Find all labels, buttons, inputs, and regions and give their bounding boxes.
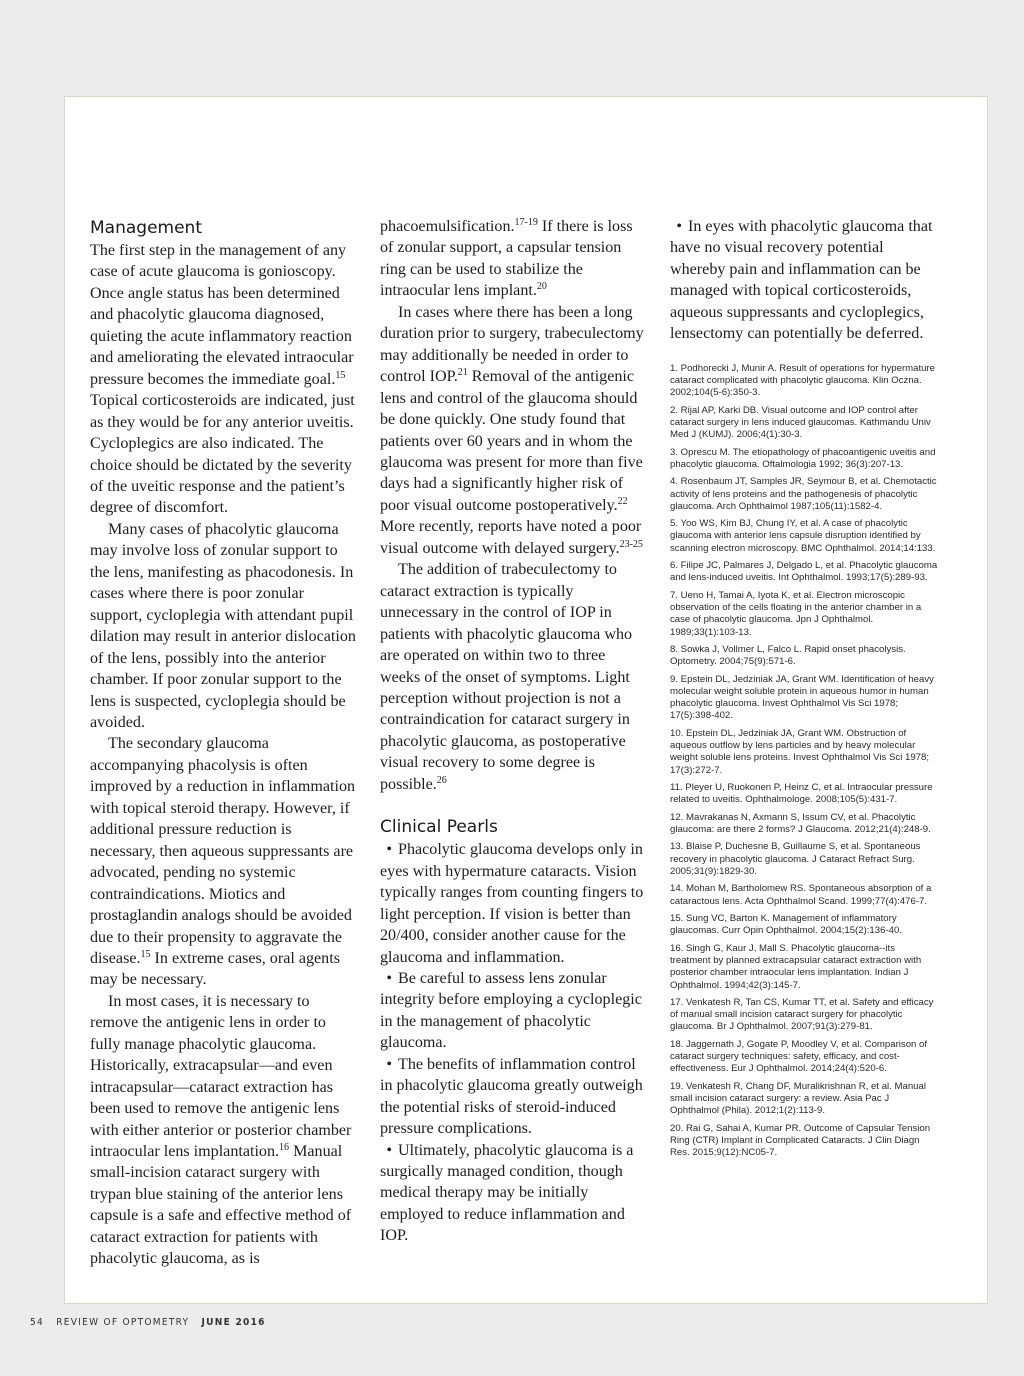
text-run: In extreme cases, oral agents may be necessary. xyxy=(90,949,340,989)
reference-item: 18. Jaggernath J, Gogate P, Moodley V, et al. Comparison of cataract surgery techniques: safety, efficacy, and cost-effectiveness. Eur J Ophthalmol. 2014;24(4):520-6. xyxy=(670,1038,928,1075)
text-run: In cases where there has been a long duration prior to surgery, trabeculectomy may additionally be needed in order to control IOP. xyxy=(380,303,644,386)
text-run: Removal of the antigenic lens and control of the glaucoma should be done quickly. One study found that patients over 60 years and in whom the glaucoma was present for more than five days had a significantly higher risk of poor visual outcome postoperatively. xyxy=(380,368,643,514)
surgery-timing-paragraph xyxy=(380,302,648,559)
page-number: 54 xyxy=(30,1317,45,1328)
reference-list xyxy=(670,363,938,1160)
reference-item: 15. Sung VC, Barton K. Management of inflammatory glaucomas. Curr Opin Ophthalmol. 2004;15(2):136-40. xyxy=(670,913,902,937)
reference-item: 13. Blaise P, Duchesne B, Guillaume S, et al. Spontaneous recovery in phacolytic glaucoma. J Cataract Refract Surg. 2005;31(9):1829-30. xyxy=(670,841,921,877)
reference-item: 11. Pleyer U, Ruokonen P, Heinz C, et al. Intraocular pressure related to uveitis. Ophthalmologe. 2008;105(5):431-7. xyxy=(670,782,933,806)
reference-item: 7. Ueno H, Tamai A, Iyota K, et al. Electron microscopic observation of the cells floating in the anterior chamber in a case of phacolytic glaucoma. Jpn J Ophthalmol. 1989;33(1):103-13. xyxy=(670,589,922,638)
continued-paragraph xyxy=(380,216,648,302)
pearl-item xyxy=(380,839,648,968)
pearl-text: The benefits of inflammation control in phacolytic glaucoma greatly outweigh the potential risks of steroid-induced pressure complications. xyxy=(380,1055,643,1138)
pearl-item xyxy=(380,968,648,1054)
pearl-text: Phacolytic glaucoma develops only in eyes with hypermature cataracts. Vision typically ranges from counting fingers to light perception. If vision is better than 20/400, consider another cause for the glaucoma and inflammation. xyxy=(380,841,644,966)
text-run: More recently, reports have noted a poor visual outcome with delayed surgery. xyxy=(380,518,642,557)
management-paragraph-1 xyxy=(90,240,360,519)
citation-superscript: 23-25 xyxy=(619,538,643,550)
text-run: In most cases, it is necessary to remove the antigenic lens in order to fully manage phacolytic glaucoma. Historically, extracapsular—and even intracapsular—cataract extraction has been used to remove the antigenic lens with either anterior or posterior chamber intraocular lens implantation. xyxy=(90,992,352,1161)
citation-superscript: 21 xyxy=(457,367,468,379)
bullet-icon: • xyxy=(386,969,392,987)
reference-item: 12. Mavrakanas N, Axmann S, Issum CV, et al. Phacolytic glaucoma: are there 2 forms? J Glaucoma. 2012;21(4):248-9. xyxy=(670,811,931,836)
citation-superscript: 22 xyxy=(617,495,628,507)
reference-item: 2. Rijal AP, Karki DB. Visual outcome and IOP control after cataract surgery in lens induced glaucomas. Kathmandu Univ Med J (KUMJ). 2006;4(1):30-3. xyxy=(670,404,931,441)
pearl-item xyxy=(670,216,938,345)
trabeculectomy-paragraph xyxy=(380,559,648,795)
bullet-icon: • xyxy=(386,841,392,859)
column-1 xyxy=(90,216,360,1270)
pearl-item xyxy=(380,1140,648,1247)
reference-item: 16. Singh G, Kaur J, Mall S. Phacolytic glaucoma--its treatment by planned extracapsular cataract extraction with posterior chamber intraocular lens implantation. Indian J Ophthalmol. 1994;42(3):145-7. xyxy=(670,942,922,991)
reference-item: 9. Epstein DL, Jedziniak JA, Grant WM. Identification of heavy molecular weight soluble protein in aqueous humor in human phacolytic glaucoma. Invest Ophthalmol Vis Sci 1978; 17(5):398-402. xyxy=(670,673,934,722)
column-3 xyxy=(670,216,938,1165)
reference-item: 1. Podhorecki J, Munir A. Result of operations for hypermature cataract complicated with phacolytic glaucoma. Klin Oczna. 2002;104(5-6):350-3. xyxy=(670,362,936,399)
reference-item: 19. Venkatesh R, Chang DF, Muralikrishnan R, et al. Manual small incision cataract surgery: a review. Asia Pac J Ophthalmol (Phila). 2012;1(2):113-9. xyxy=(670,1080,926,1117)
text-run: The addition of trabeculectomy to cataract extraction is typically unnecessary in the control of IOP in patients with phacolytic glaucoma who are operated on within two to three weeks of the onset of symptoms. Light perception without projection is not a contraindication for cataract surgery in phacolytic glaucoma, as postoperative visual recovery to some degree is possible. xyxy=(380,561,633,793)
text-run: If there is loss of zonular support, a capsular tension ring can be used to stabilize the intraocular lens implant. xyxy=(380,218,633,300)
text-run: Manual small-incision cataract surgery with trypan blue staining of the anterior lens capsule is a safe and effective method of cataract extraction for patients with phacolytic glaucoma, as is xyxy=(90,1143,352,1268)
text-run: The first step in the management of any case of acute glaucoma is gonioscopy. Once angle status has been determined and phacolytic glaucoma diagnosed, quieting the acute inflammatory reaction and ameliorating the elevated intraocular pressure becomes the immediate goal. xyxy=(90,242,354,388)
management-paragraph-4 xyxy=(90,991,360,1270)
clinical-pearls-heading: Clinical Pearls xyxy=(380,817,498,838)
page-footer xyxy=(30,1317,266,1328)
text-run: phacoemulsification. xyxy=(380,218,515,235)
column-2 xyxy=(380,216,648,1247)
issue-date: JUNE 2016 xyxy=(201,1317,266,1328)
pearl-text: Ultimately, phacolytic glaucoma is a surgically managed condition, though medical therapy may be initially employed to reduce inflammation and IOP. xyxy=(380,1141,634,1245)
reference-item: 4. Rosenbaum JT, Samples JR, Seymour B, et al. Chemotactic activity of lens proteins and the pathogenesis of phacolytic glaucoma. Arch Ophthalmol 1987;105(11):1582-4. xyxy=(670,476,937,512)
bullet-icon: • xyxy=(386,1141,392,1159)
text-run: The secondary glaucoma accompanying phacolysis is often improved by a reduction in inflammation with topical steroid therapy. However, if additional pressure reduction is necessary, then aqueous suppressants are advocated, pending no systemic contraindications. Miotics and prostaglandin analogs should be avoided due to their propensity to aggravate the disease. xyxy=(90,735,356,967)
reference-item: 14. Mohan M, Bartholomew RS. Spontaneous absorption of a cataractous lens. Acta Ophthalmol Scand. 1999;77(4):476-7. xyxy=(670,883,932,907)
pearl-text: In eyes with phacolytic glaucoma that have no visual recovery potential whereby pain and inflammation can be managed with topical corticosteroids, aqueous suppressants and cycloplegics, lensectomy can potentially be deferred. xyxy=(670,218,933,343)
pearl-item xyxy=(380,1054,648,1140)
management-paragraph-3 xyxy=(90,733,360,990)
reference-item: 10. Epstein DL, Jedziniak JA, Grant WM. Obstruction of aqueous outflow by lens particles and by heavy molecular weight soluble lens proteins. Invest Ophthalmol Vis Sci 1978; 17(3):272-7. xyxy=(670,727,929,776)
management-paragraph-2: Many cases of phacolytic glaucoma may involve loss of zonular support to the lens, manifesting as phacodonesis. In cases where there is poor zonular support, cycloplegia with attendant pupil dilation may result in anterior dislocation of the lens, possibly into the anterior chamber. If poor zonular support to the lens is suspected, cycloplegia should be avoided. xyxy=(90,520,356,731)
citation-superscript: 26 xyxy=(436,774,447,786)
pearl-text: Be careful to assess lens zonular integrity before employing a cycloplegic in the management of phacolytic glaucoma. xyxy=(380,969,642,1052)
reference-item: 5. Yoo WS, Kim BJ, Chung IY, et al. A case of phacolytic glaucoma with anterior lens capsule disruption identified by scanning electron microscopy. BMC Ophthalmol. 2014;14:133. xyxy=(670,518,936,554)
bullet-icon: • xyxy=(676,218,682,235)
reference-item: 8. Sowka J, Vollmer L, Falco L. Rapid onset phacolysis. Optometry. 2004;75(9):571-6. xyxy=(670,644,906,668)
citation-superscript: 16 xyxy=(279,1142,290,1154)
citation-superscript: 20 xyxy=(536,281,547,293)
bullet-icon: • xyxy=(386,1055,392,1073)
management-heading: Management xyxy=(90,218,202,238)
reference-item: 20. Rai G, Sahai A, Kumar PR. Outcome of Capsular Tension Ring (CTR) Implant in Complicated Cataracts. J Clin Diagn Res. 2015;9(12):NC05-7. xyxy=(670,1122,931,1159)
text-run: Topical corticosteroids are indicated, just as they would be for any anterior uveitis. Cycloplegics are also indicated. The choice should be dictated by the severity of the uveitic response and the patient’s degree of discomfort. xyxy=(90,392,355,517)
magazine-name: REVIEW OF OPTOMETRY xyxy=(56,1317,190,1328)
citation-superscript: 15 xyxy=(335,369,346,381)
reference-item: 6. Filipe JC, Palmares J, Delgado L, et al. Phacolytic glaucoma and lens-induced uveitis. Int Ophthalmol. 1993;17(5):289-93. xyxy=(670,560,938,584)
citation-superscript: 17-19 xyxy=(514,217,538,228)
reference-item: 17. Venkatesh R, Tan CS, Kumar TT, et al. Safety and efficacy of manual small incision cataract surgery for phacolytic glaucoma. Br J Ophthalmol. 2007;91(3):279-81. xyxy=(670,996,934,1033)
reference-item: 3. Oprescu M. The etiopathology of phacoantigenic uveitis and phacolytic glaucoma. Oftalmologia 1992; 36(3):207-13. xyxy=(670,446,936,470)
citation-superscript: 15 xyxy=(140,948,151,960)
